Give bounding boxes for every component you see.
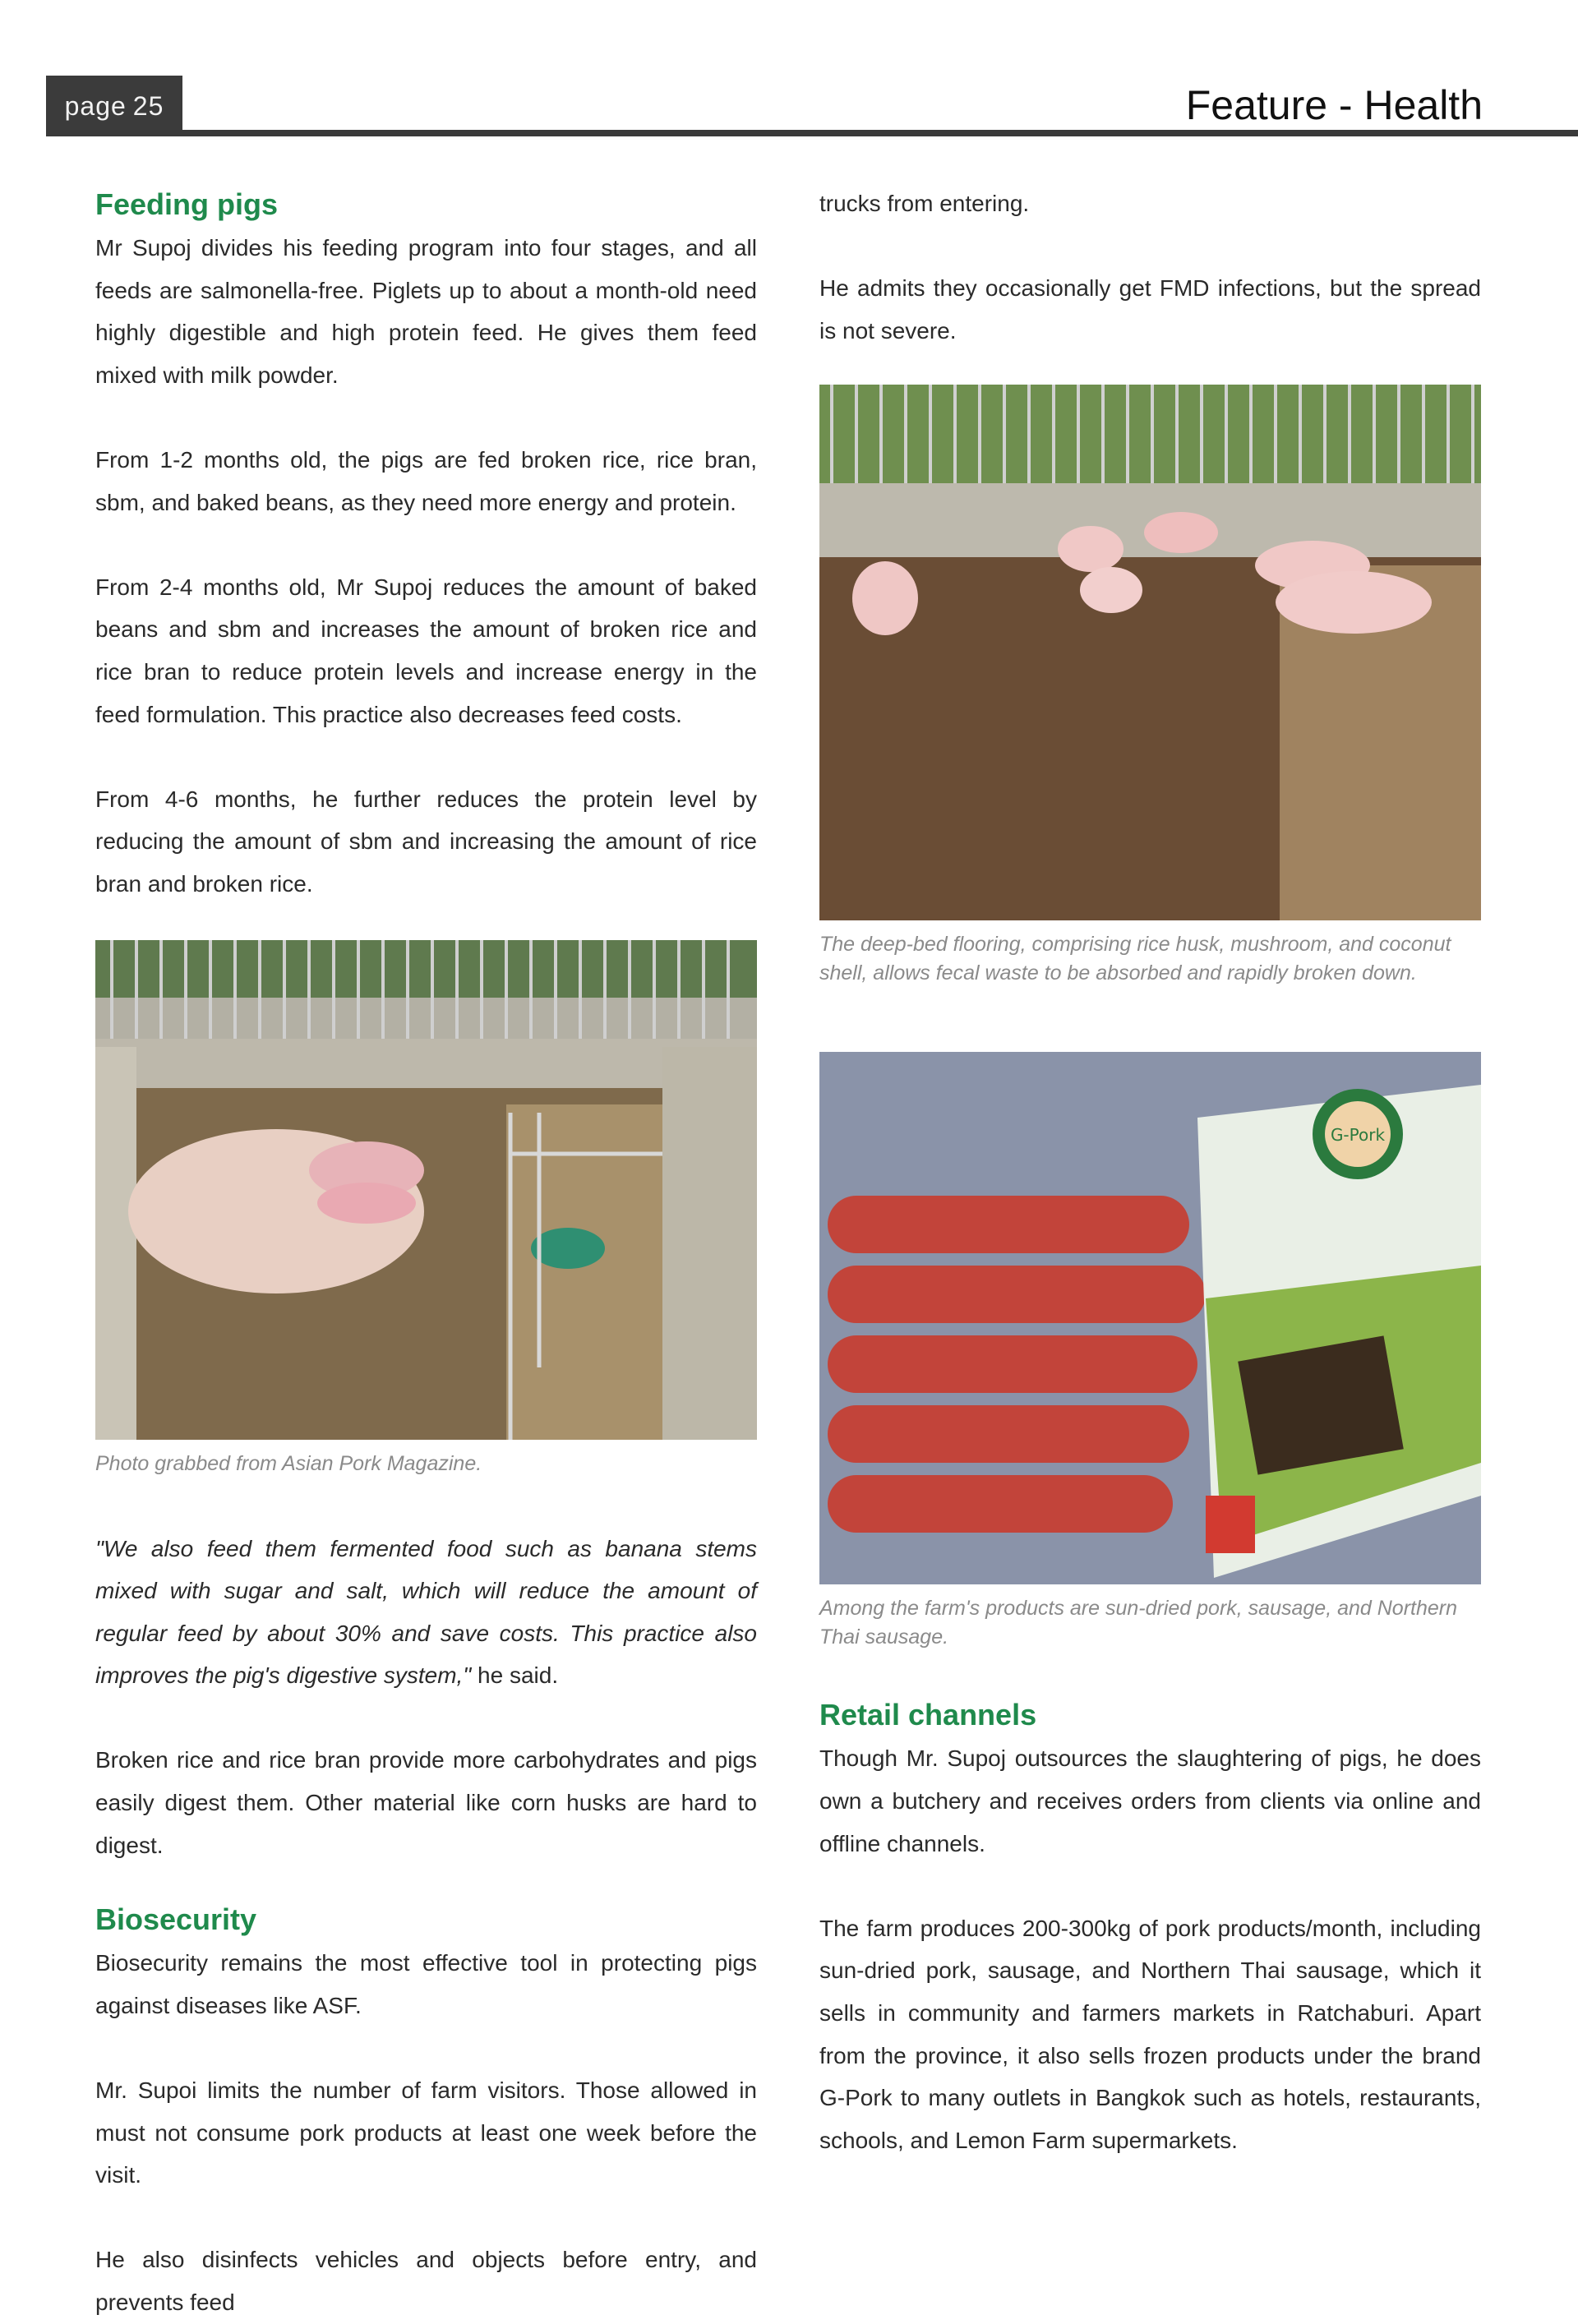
feeding-paragraph-3: From 2-4 months old, Mr Supoj reduces the amount of baked beans and sbm and increases the amount of broken rice and rice bran to reduce protein levels and increase energy in the feed formulation. This practice also decreases feed costs.	[95, 574, 757, 727]
feeding-paragraph-4: From 4-6 months, he further reduces the protein level by reducing the amount of sbm and increasing the amount of rice bran and broken rice.	[95, 786, 757, 897]
section-title: Feature - Health	[1185, 82, 1483, 128]
biosecurity-paragraph-1: Biosecurity remains the most effective tool in protecting pigs against diseases like ASF.	[95, 1950, 757, 2018]
feeding-paragraph-1: Mr Supoj divides his feeding program into four stages, and all feeds are salmonella-free. Piglets up to about a month-old need highly digestible and high protein feed. He gives them feed mixed with milk powder.	[95, 235, 757, 388]
retail-paragraph-2: The farm produces 200-300kg of pork products/month, including sun-dried pork, sausage, and Northern Thai sausage, which it sells in community and farmers markets in Ratchaburi. Apart from the province, it also sells frozen products under the brand G-Pork to many outlets in Bangkok such as hotels, restaurants, schools, and Lemon Farm supermarkets.	[819, 1915, 1481, 2153]
retail-paragraph-1: Though Mr. Supoj outsources the slaughtering of pigs, he does own a butchery and receives orders from clients via online and offline channels.	[819, 1745, 1481, 1856]
sow-photo-figure	[95, 940, 757, 1478]
deep-bed-caption: The deep-bed flooring, comprising rice husk, mushroom, and coconut shell, allows fecal waste to be absorbed and rapidly broken down.	[819, 933, 1451, 985]
trucks-paragraph: trucks from entering.	[819, 191, 1030, 216]
products-caption: Among the farm's products are sun-dried pork, sausage, and Northern Thai sausage.	[819, 1597, 1458, 1649]
sausage-package-photo	[819, 1052, 1481, 1584]
quote-attribution: he said.	[471, 1662, 559, 1689]
page-number: 25	[132, 91, 164, 121]
deep-bed-pigs-photo	[819, 385, 1481, 920]
right-column	[819, 182, 1481, 2161]
page-label: page	[64, 91, 127, 121]
carbohydrate-paragraph: Broken rice and rice bran provide more carbohydrates and pigs easily digest them. Other material like corn husks are hard to digest.	[95, 1747, 757, 1858]
biosecurity-paragraph-3: He also disinfects vehicles and objects before entry, and prevents feed	[95, 2247, 757, 2315]
biosecurity-paragraph-2: Mr. Supoi limits the number of farm visitors. Those allowed in must not consume pork products at least one week before the visit.	[95, 2077, 757, 2188]
sow-with-piglets-photo	[95, 940, 757, 1440]
fmd-paragraph: He admits they occasionally get FMD infections, but the spread is not severe.	[819, 275, 1481, 344]
page-number-tab	[46, 76, 182, 136]
feeding-paragraph-2: From 1-2 months old, the pigs are fed broken rice, rice bran, sbm, and baked beans, as they need more energy and protein.	[95, 446, 757, 515]
feeding-heading: Feeding pigs	[95, 187, 279, 221]
products-photo-figure	[819, 1052, 1481, 1652]
quote-text: "We also feed them fermented food such as banana stems mixed with sugar and salt, which will reduce the amount of regular feed by about 30% and save costs. This practice also improves the pig's digestive system,"	[95, 1535, 757, 1689]
quote-paragraph	[95, 1528, 757, 1697]
retail-heading: Retail channels	[819, 1698, 1037, 1732]
package-brand-logo: G-Pork	[1330, 1125, 1386, 1146]
deep-bed-photo-figure	[819, 385, 1481, 988]
left-column	[95, 182, 757, 2324]
biosecurity-heading: Biosecurity	[95, 1902, 257, 1937]
sow-photo-caption: Photo grabbed from Asian Pork Magazine.	[95, 1451, 482, 1475]
